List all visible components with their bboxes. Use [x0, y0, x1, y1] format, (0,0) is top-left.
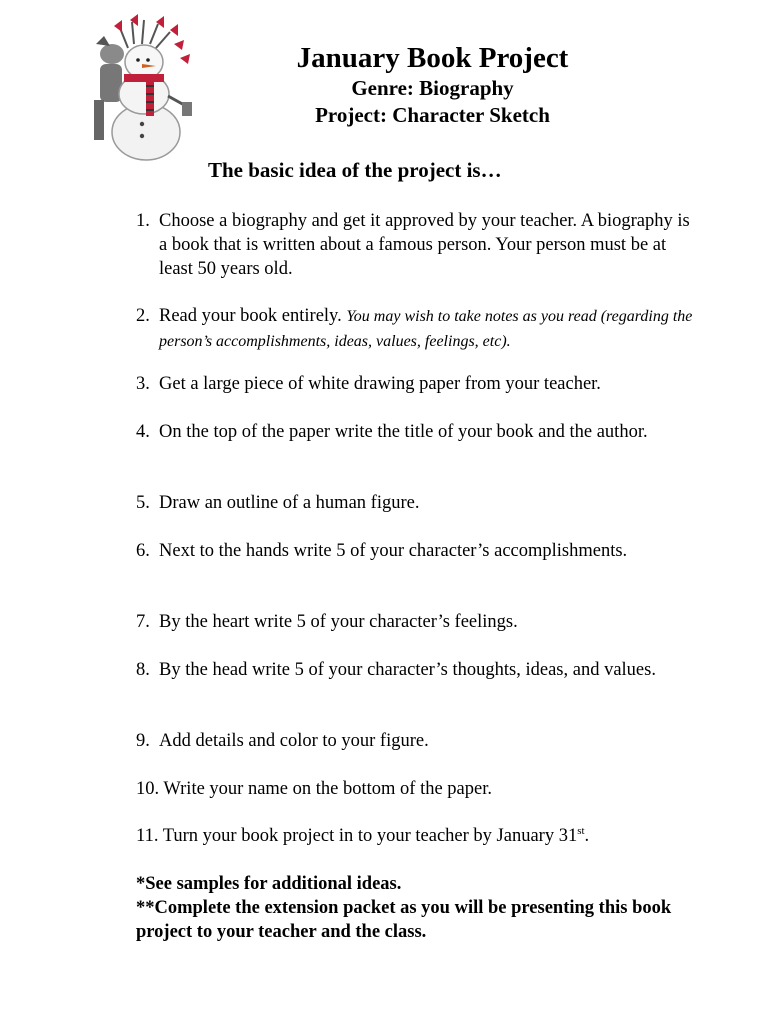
- list-item: 11. Turn your book project in to your teacher by January 31st.: [136, 824, 590, 846]
- list-item: 3. Get a large piece of white drawing paper from your teacher.: [136, 374, 601, 394]
- list-item: 10. Write your name on the bottom of the paper.: [136, 779, 492, 799]
- snowman-clipart-icon: [84, 14, 200, 162]
- project-heading: Project: Character Sketch: [315, 103, 550, 127]
- list-item: 6. Next to the hands write 5 of your character’s accomplishments.: [136, 541, 628, 561]
- list-item: 1. Choose a biography and get it approved by your teacher. A biography is a book that is written about a famous person. Your person must be at least 50 years old.: [136, 211, 690, 279]
- extension-note: **Complete the extension packet as you will be presenting this book project to your teacher and the class.: [136, 898, 672, 942]
- genre-heading: Genre: Biography: [351, 76, 514, 100]
- intro-heading: The basic idea of the project is…: [208, 158, 502, 182]
- list-item: 4. On the top of the paper write the title of your book and the author.: [136, 422, 648, 442]
- list-item: 8. By the head write 5 of your character’s thoughts, ideas, and values.: [136, 660, 656, 680]
- list-item: 5. Draw an outline of a human figure.: [136, 493, 420, 513]
- page-title: January Book Project: [296, 42, 569, 74]
- list-item: 2. Read your book entirely. You may wish to take notes as you read (regarding the person’s accomplishments, ideas, values, feelings, etc).: [136, 306, 693, 350]
- list-item: 9. Add details and color to your figure.: [136, 731, 429, 751]
- samples-note: *See samples for additional ideas.: [136, 874, 402, 894]
- step-note: You may wish to take notes as you read (regarding the person’s accomplishments, ideas, values, feelings, etc).: [159, 308, 693, 350]
- list-item: 7. By the heart write 5 of your character’s feelings.: [136, 612, 518, 632]
